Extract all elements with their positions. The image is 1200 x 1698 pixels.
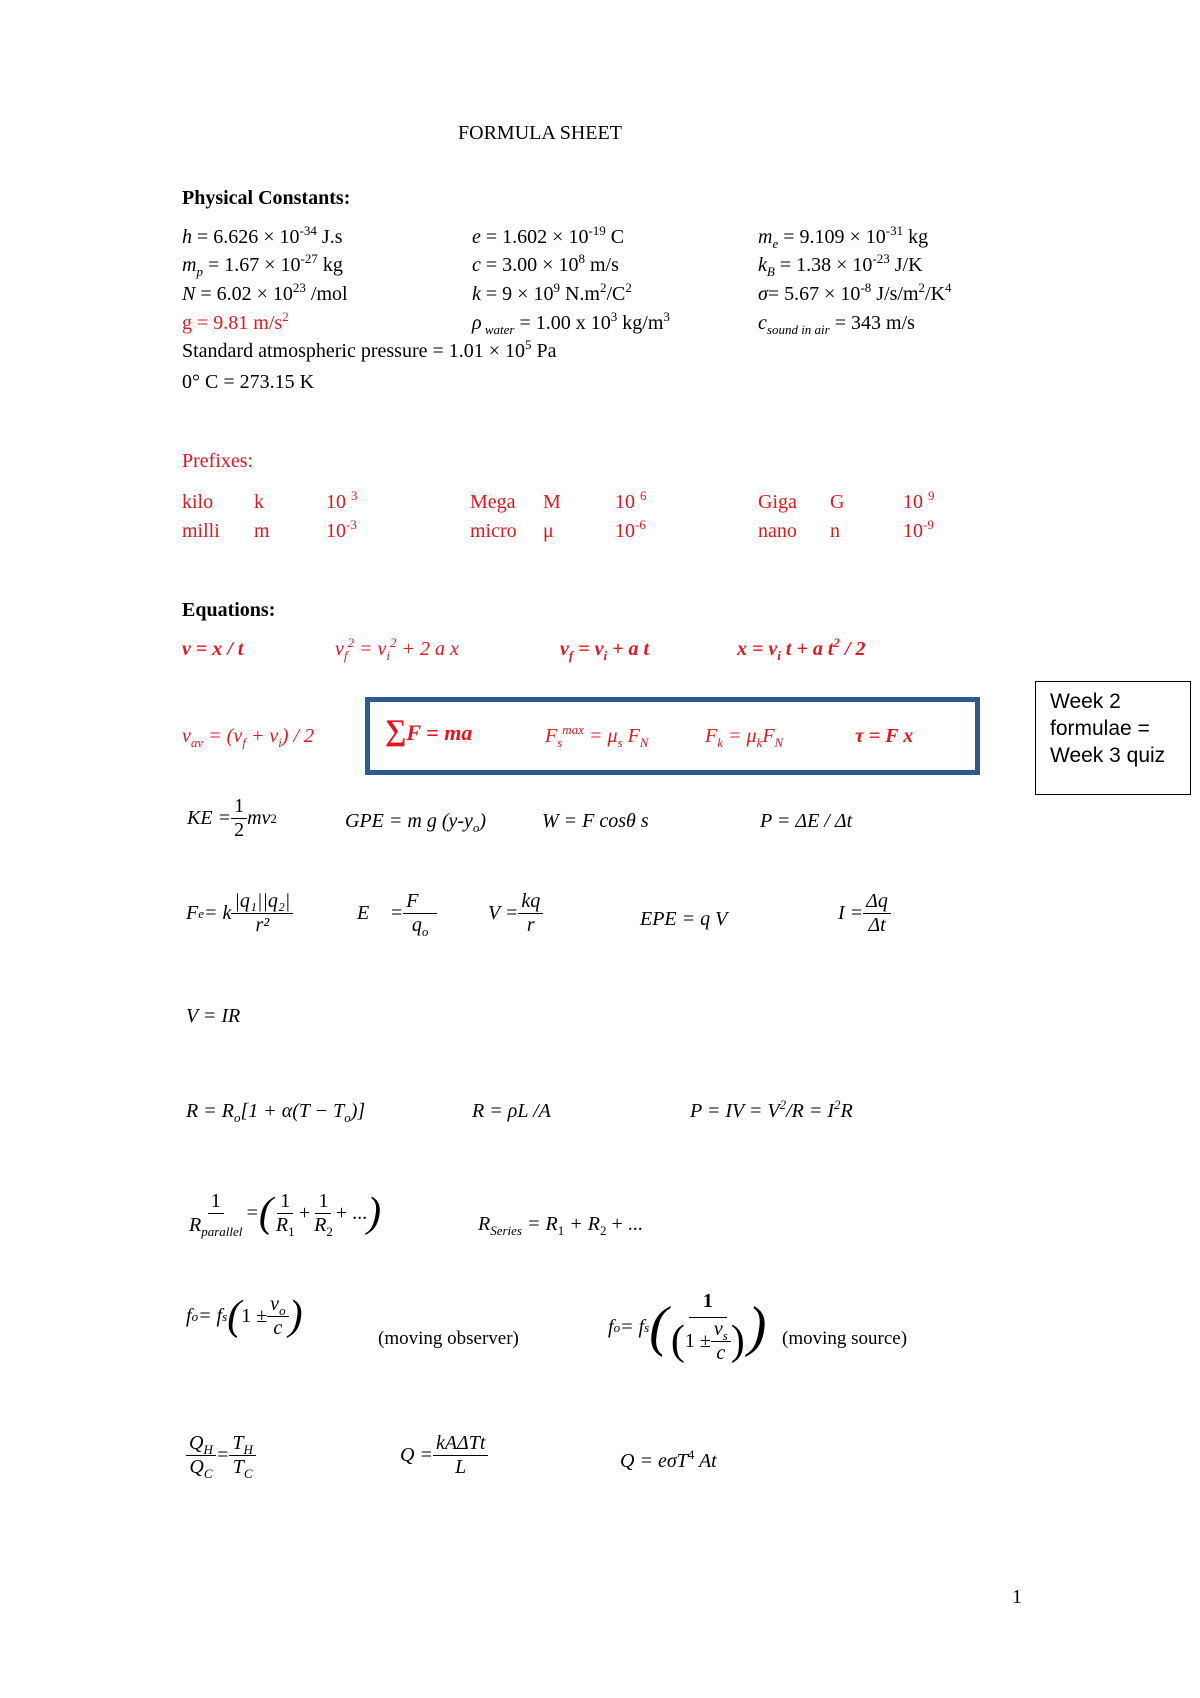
const-water-density: ρ $_{water}$ = 1.00 x $10^3$ $kg/m^3$ (472, 309, 670, 337)
prefix-giga: Giga G 10 $^9$ (758, 488, 935, 513)
const-elementary-charge: $e = 1.602 \times 10^{-19}$ C (472, 223, 625, 248)
const-planck: $h = 6.626 \times 10^{-34}$ J.s (182, 223, 343, 248)
eq-doppler-source: f o = f s ( 1 ( 1 ± $\frac{v_s}{c}$ ) ) (608, 1290, 767, 1364)
eq-velocity: v = x / t (182, 638, 244, 660)
eq-electric-potential: V = $\frac{kq}{r}$ (488, 890, 543, 937)
const-speed-of-light: $c = 3.00 \times 10^8$ m/s (472, 251, 619, 276)
prefix-milli: milli m $10^{-3}$ (182, 517, 357, 542)
prefix-kilo: kilo k 10 $^3$ (182, 488, 358, 513)
eq-series-resistance: $R_{Series} = R_1 + R_2$ + ... (478, 1213, 643, 1238)
eq-gravitational-pe: GPE = m g $(y-y_o)$ (345, 810, 487, 835)
prefixes-heading: Prefixes: (182, 450, 254, 472)
const-proton-mass: $m_p = 1.67 \times 10^{-27}$ kg (182, 251, 343, 279)
const-coulomb: $k = 9 \times 10^9$ $N.m^2/C^2$ (472, 280, 632, 305)
const-gravity: g = 9.81 $m/s^2$ (182, 309, 289, 334)
eq-electric-field: E⃗ = $\frac{F⃗}{q_o}$ (357, 890, 437, 937)
eq-kinetic-friction: $F_k = \mu_kF_N$ (705, 725, 784, 750)
eq-resistivity: R = ρL /A (472, 1100, 551, 1122)
eq-radiation: Q = eσT$^4$ At (620, 1447, 717, 1472)
eq-torque: τ = F x (855, 725, 914, 747)
eq-current: I = $\frac{\Delta q}{\Delta t}$ (838, 890, 891, 937)
week-note-box: Week 2 formulae = Week 3 quiz (1035, 681, 1191, 795)
eq-work: W = F cosθ s (542, 810, 649, 832)
eq-static-friction: $F_s^{max} = \mu_s$ $F_N$ (545, 722, 649, 750)
const-electron-mass: $m_e = 9.109 \times 10^{-31}$ kg (758, 223, 929, 251)
const-avogadro: $N = 6.02 \times 10^{23}$ /mol (182, 280, 348, 305)
eq-doppler-observer: f o = f s ( 1 ± $\frac{v_o}{c}$ ) (186, 1292, 303, 1339)
eq-resistance-temperature: $R = R_o[1 + \alpha(T - T_o)]$ (186, 1100, 366, 1125)
const-zero-celsius: 0° C = 273.15 K (182, 371, 315, 393)
equations-heading: Equations: (182, 599, 276, 621)
eq-kinetic-energy: KE = $\frac{1}{2}$ mv 2 (187, 795, 277, 841)
eq-vf-squared: $v_f^2 = v_i^2 + 2$ a x (335, 635, 459, 663)
page-title: FORMULA SHEET (458, 122, 622, 144)
const-stefan-boltzmann: $\sigma= 5.67 \times 10^{-8}$ $J/s/m^2/K^4$ (758, 280, 952, 305)
constants-heading: Physical Constants: (182, 187, 351, 209)
const-boltzmann: $k_B = 1.38 \times 10^{-23}$ J/K (758, 251, 923, 279)
eq-position: $x = v_i$ t + a $t^2 / 2$ (737, 635, 866, 663)
prefix-mega: Mega M 10 $^6$ (470, 488, 647, 513)
page-number: 1 (1012, 1586, 1022, 1608)
eq-vf: $v_f = v_i + a$ t (560, 638, 650, 663)
const-atm-pressure: Standard atmospheric pressure = $1.01 \times 10^5$ Pa (182, 337, 557, 362)
eq-average-velocity: $v_{av} = (v_f + v_i) / 2$ (182, 725, 315, 750)
eq-parallel-resistance: $\frac{1}{R_{parallel}}$ = ( $\frac{1}{R_1}$ + $\frac{1}{R_2}$ + ... ) (189, 1189, 382, 1239)
doppler-observer-note: (moving observer) (378, 1328, 519, 1349)
eq-heat-conduction: Q = $\frac{\text{kAΔTt}}{L}$ (400, 1432, 488, 1479)
prefix-micro: micro μ $10^{-6}$ (470, 517, 646, 542)
eq-coulomb-force: F e = k $\frac{\text{|q₁||q₂|}}{\text{r²}}$ (186, 890, 293, 937)
eq-electric-pe: EPE = q V (640, 908, 728, 930)
prefix-nano: nano n $10^{-9}$ (758, 517, 934, 542)
doppler-source-note: (moving source) (782, 1328, 908, 1349)
eq-heat-engine-ratio: $\frac{Q_H}{Q_C}$ = $\frac{T_H}{T_C}$ (186, 1432, 256, 1479)
eq-newton-second-law: ∑F = ma (385, 714, 473, 747)
eq-power: P = ΔE / Δt (760, 810, 853, 832)
eq-electric-power: P = IV = $V^2/R = I^2R$ (690, 1097, 853, 1122)
const-sound-speed: $c_{sound in air} = 343$ m/s (758, 312, 915, 337)
eq-ohms-law: V = IR (186, 1005, 241, 1027)
